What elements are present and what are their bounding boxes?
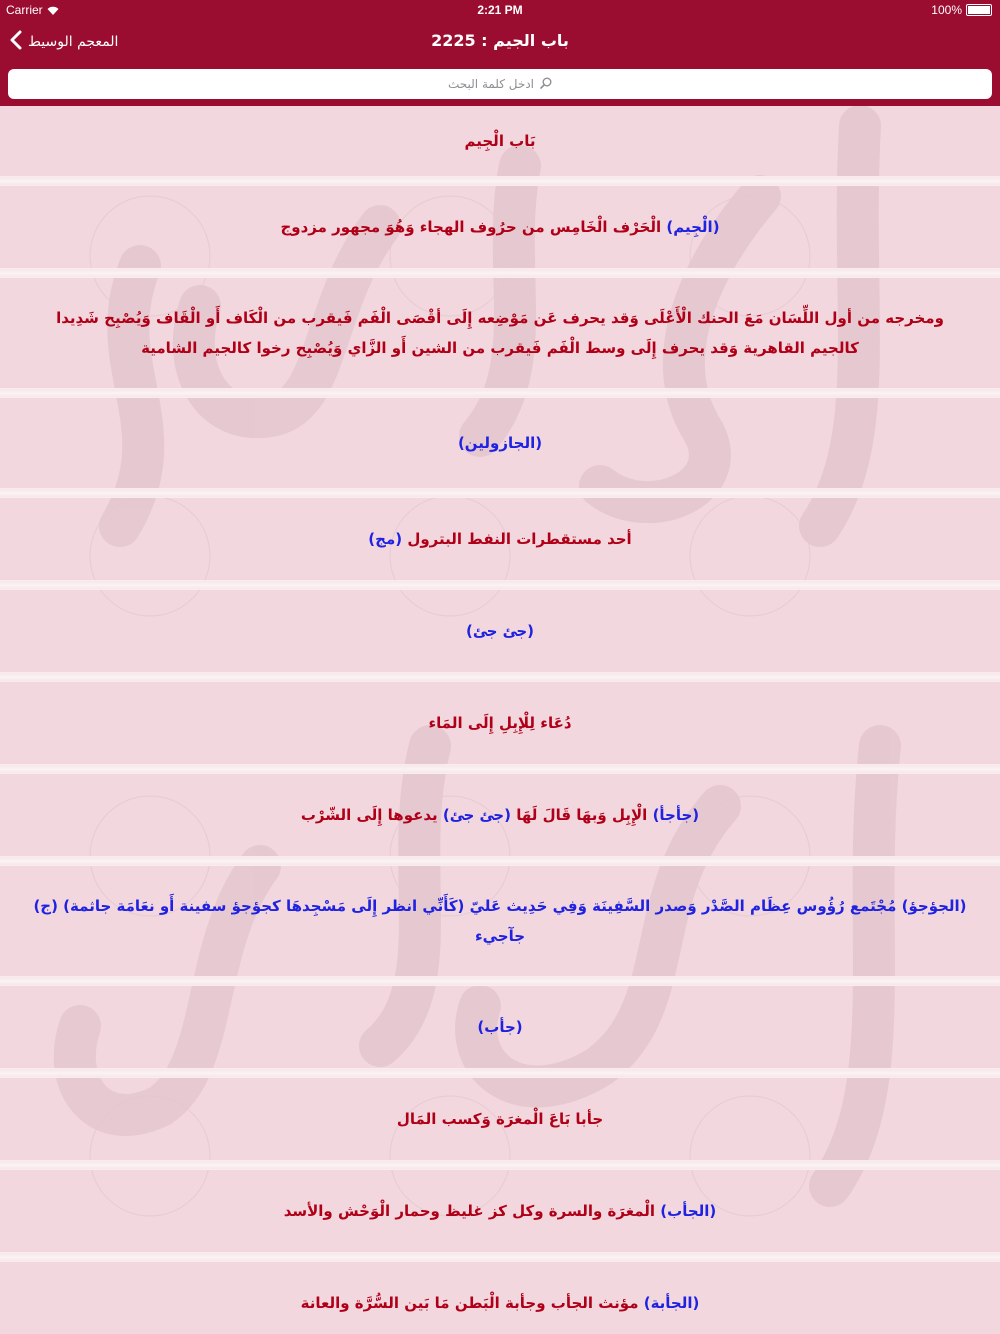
back-label: المعجم الوسيط <box>28 34 119 50</box>
entry-headword: (جئ جئ) <box>465 622 535 640</box>
entry-text: الْحَرْف الْخَامِس من حرُوف الهجاء وَهُوَ مجهور مزدوج <box>280 218 662 236</box>
divider <box>0 580 1000 590</box>
status-time: 2:21 PM <box>477 3 523 17</box>
battery-percent: 100% <box>931 3 962 17</box>
divider <box>0 1068 1000 1078</box>
divider <box>0 268 1000 278</box>
list-item[interactable] <box>0 498 1000 580</box>
list-item[interactable] <box>0 186 1000 268</box>
entry-headword: (الجأبة) <box>643 1294 700 1312</box>
entry-headword: (جأب) <box>477 1018 523 1036</box>
carrier-label: Carrier <box>6 3 43 17</box>
list-item[interactable] <box>0 1078 1000 1160</box>
status-bar <box>0 0 1000 22</box>
divider <box>0 1160 1000 1170</box>
list-item[interactable] <box>0 590 1000 672</box>
entry-text: أحد مستقطرات النفط البترول <box>407 530 632 548</box>
entry-text: دُعَاء لِلْإِبِلِ إِلَى المَاء <box>428 714 572 732</box>
search-placeholder: ادخل كلمة البحث <box>447 77 534 91</box>
search-icon <box>540 77 552 92</box>
divider <box>0 488 1000 498</box>
divider <box>0 1252 1000 1262</box>
divider <box>0 856 1000 866</box>
entry-headword: (الجأب) <box>660 1202 717 1220</box>
navigation-bar <box>0 22 1000 64</box>
search-bar <box>0 64 1000 106</box>
list-item[interactable] <box>0 866 1000 976</box>
divider <box>0 672 1000 682</box>
entry-text: الْمغرَة والسرة وكل كز غليظ وحمار الْوَحْش والأسد <box>283 1202 656 1220</box>
status-right <box>931 3 992 17</box>
entry-tag: (مج) <box>368 530 403 548</box>
battery-icon <box>966 4 992 16</box>
list-item[interactable] <box>0 398 1000 488</box>
entry-headword: (الجؤجؤ) مُجْتَمع رُؤُوس عِظَام الصَّدْر وَصدر السَّفِينَة وَفِي حَدِيث عَليّ (كَأَنِّي انظر إِلَى مَسْجِدهَا كجؤجؤ سفينة أَو نعَامَة جاثمة) (ج) جآجيء <box>33 897 967 945</box>
entry-headword: (الْجِيم) <box>666 218 720 236</box>
entry-headword: (جأجأ) <box>652 806 700 824</box>
list-item[interactable] <box>0 1262 1000 1334</box>
list-item[interactable] <box>0 774 1000 856</box>
divider <box>0 388 1000 398</box>
divider <box>0 976 1000 986</box>
search-input[interactable] <box>8 69 992 99</box>
entries-list <box>0 106 1000 1334</box>
entry-text: الْإِبِل وَبهَا قَالَ لَهَا <box>516 806 648 824</box>
list-item[interactable] <box>0 278 1000 388</box>
list-item[interactable] <box>0 682 1000 764</box>
divider <box>0 176 1000 186</box>
page-title: 2225 : باب الجيم <box>431 31 569 50</box>
list-item[interactable] <box>0 1170 1000 1252</box>
list-item[interactable] <box>0 986 1000 1068</box>
divider <box>0 764 1000 774</box>
list-item[interactable] <box>0 106 1000 176</box>
entry-text: ومخرجه من أول اللِّسَان مَعَ الحنك الْأَعْلَى وَقد يحرف عَن مَوْضِعه إِلَى أقْصَى الْفَم فَيقرب من الْكَاف أَو الْقَاف وَيُصْبِح شَدِيدا كالجيم القاهرية وَقد يحرف إِلَى وسط الْفَم فَيقرب من الشين أَو الزَّاي وَيُصْبِح رخوا كالجيم الشامية <box>56 309 944 357</box>
entry-phrase: (جئ جئ) <box>442 806 511 824</box>
entry-text-continued: يدعوها إِلَى الشّرْب <box>300 806 438 824</box>
entry-text: بَاب الْجِيم <box>464 132 536 150</box>
entry-headword: (الجازولين) <box>457 434 543 452</box>
entry-text: جأبا بَاعَ الْمغرَة وَكسب المَال <box>396 1110 604 1128</box>
entry-text: مؤنث الجأب وجأبة الْبَطن مَا بَين السُّرَّة والعانة <box>300 1294 639 1312</box>
